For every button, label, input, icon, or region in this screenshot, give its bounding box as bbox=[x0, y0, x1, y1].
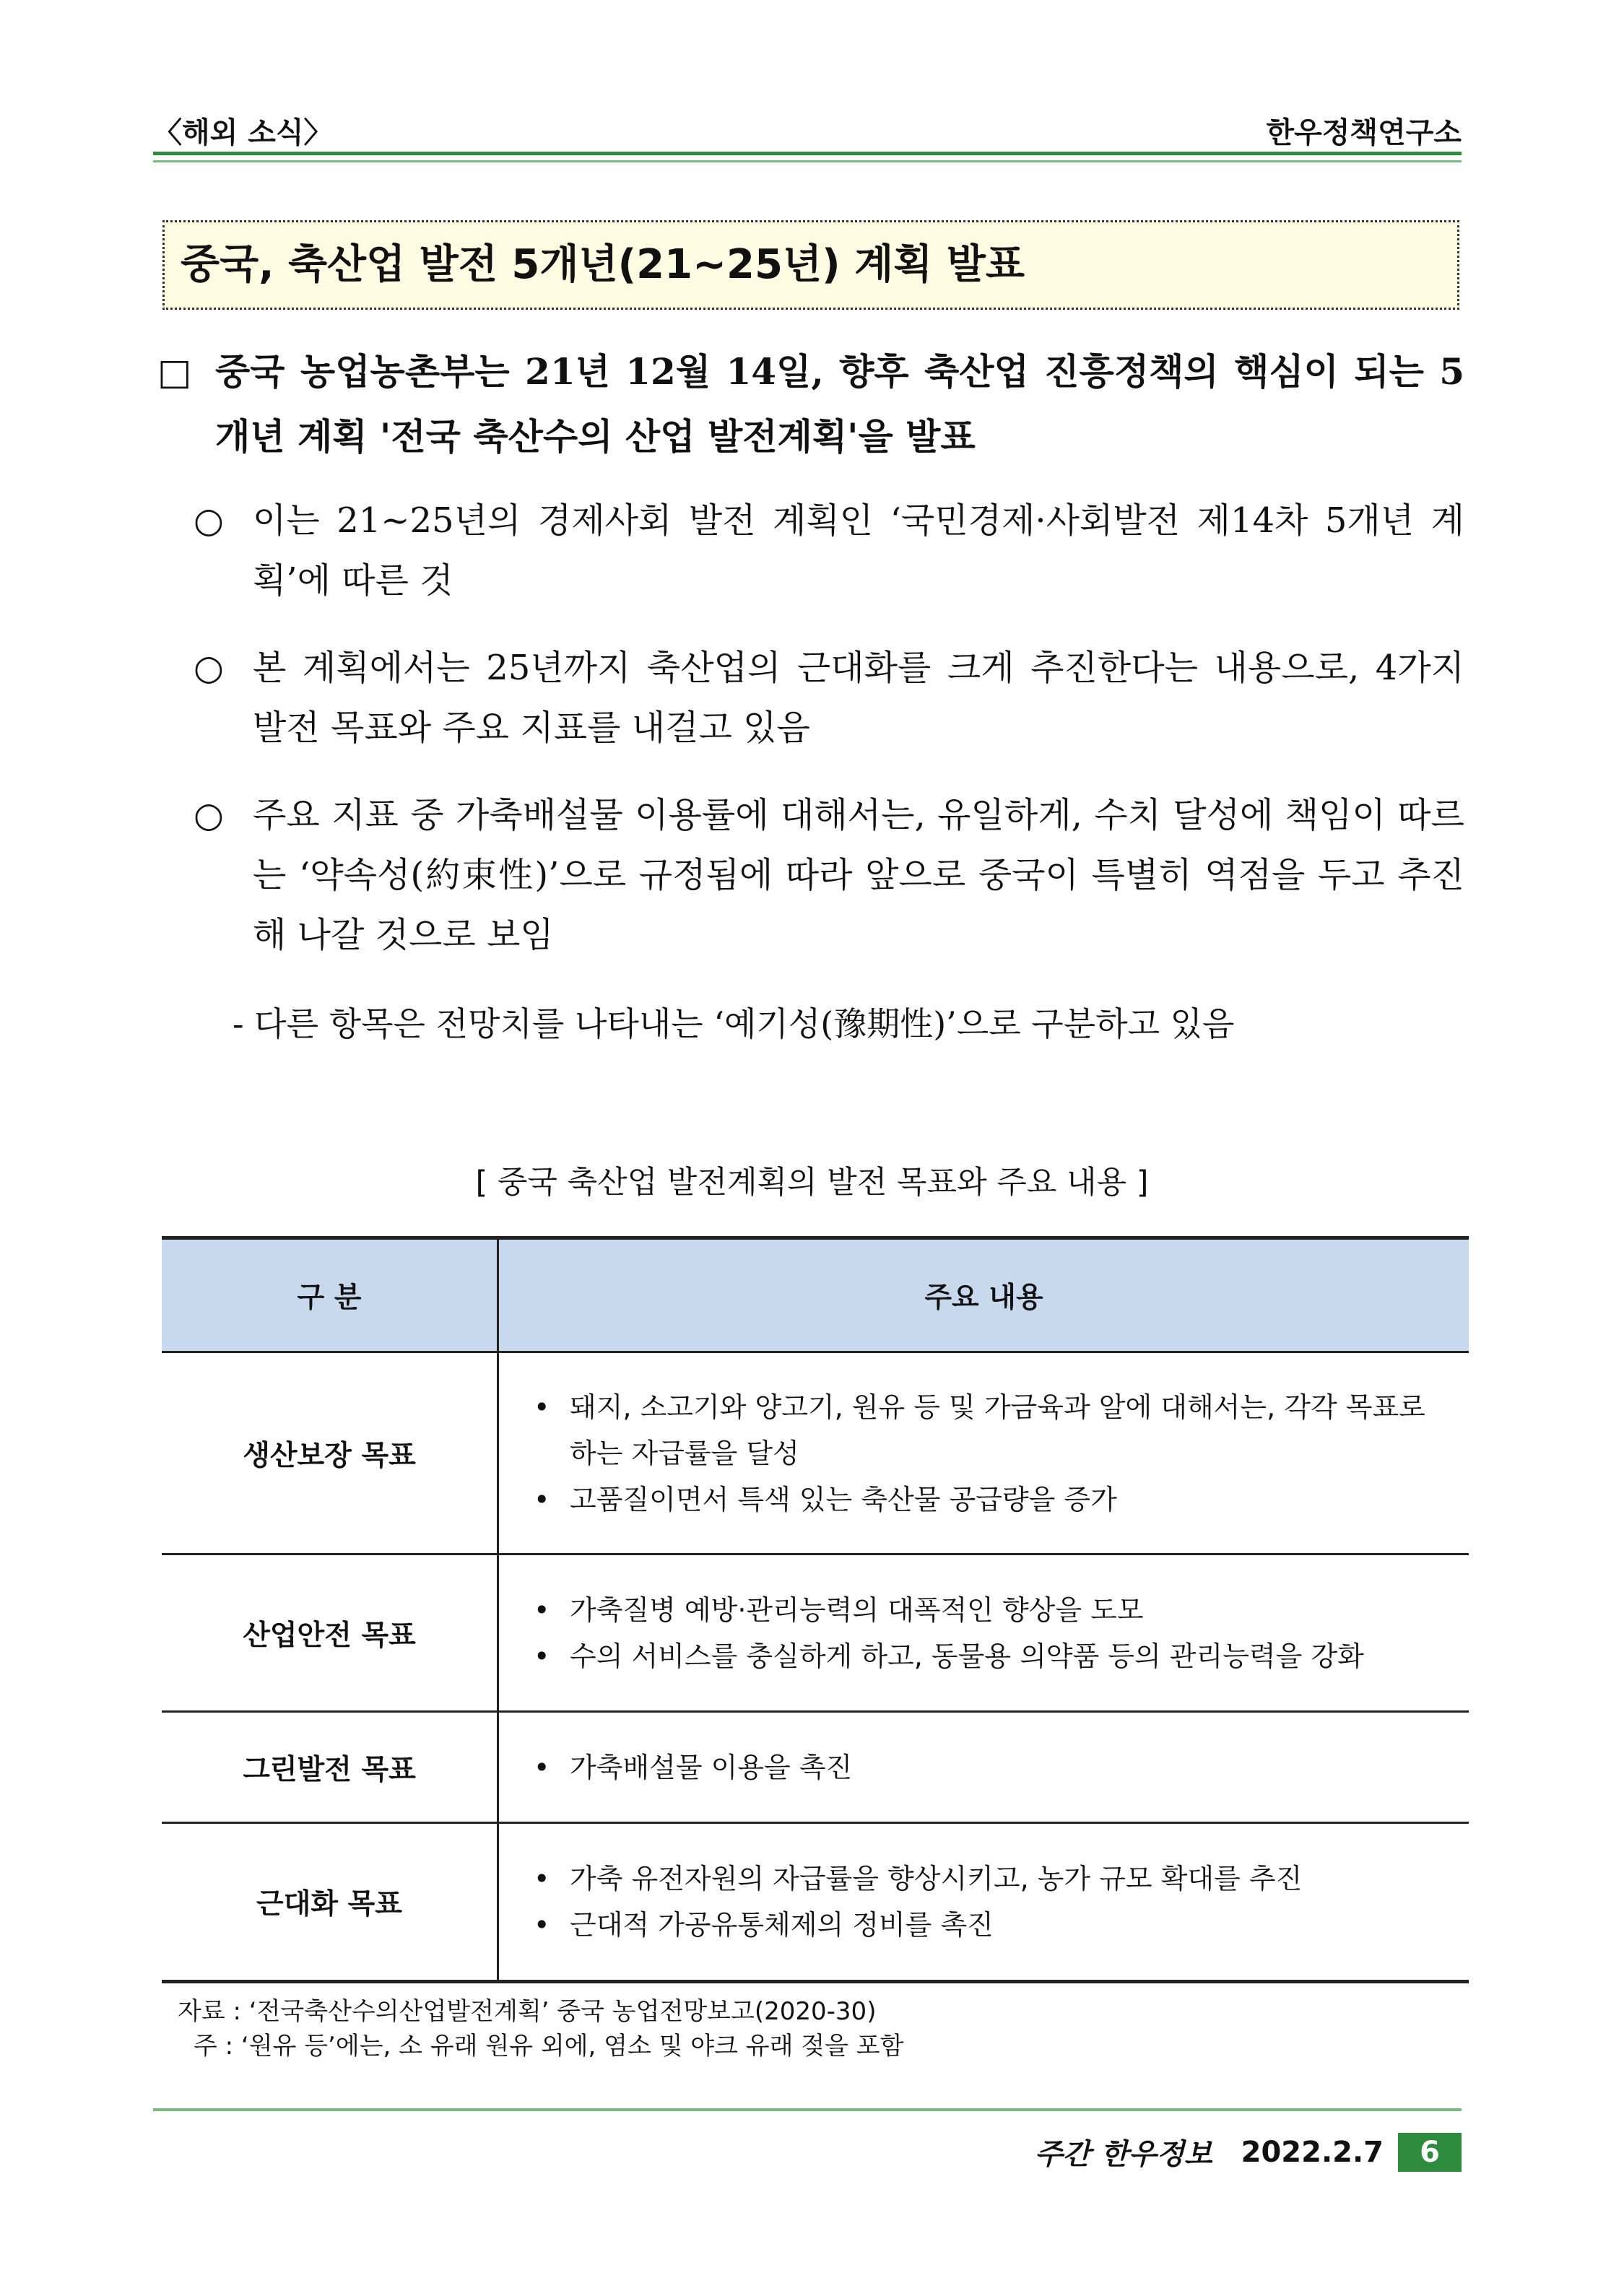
bullet-icon: • bbox=[534, 1909, 550, 1941]
goal-name: 생산보장 목표 bbox=[162, 1352, 498, 1554]
circle-bullet-icon: ○ bbox=[194, 795, 224, 835]
circle-bullet-icon: ○ bbox=[194, 648, 224, 688]
square-bullet-icon: □ bbox=[157, 350, 192, 393]
circle-bullet-icon: ○ bbox=[194, 500, 224, 541]
table-row bbox=[162, 1352, 1469, 1554]
list-item: • 근대적 가공유통체제의 정비를 촉진 bbox=[534, 1902, 1447, 1948]
bullet-icon: • bbox=[534, 1863, 550, 1895]
source-note: 자료 : ‘전국축산수의산업발전계획’ 중국 농업전망보고(2020-30) bbox=[178, 1997, 877, 2026]
sub-point bbox=[194, 638, 1464, 758]
bullet-icon: • bbox=[534, 1640, 550, 1672]
header-rule-thin bbox=[153, 160, 1462, 162]
main-point-text: 중국 농업농촌부는 21년 12월 14일, 향후 축산업 진흥정책의 핵심이 되는 5개년 계획 '전국 축산수의 산업 발전계획'을 발표 bbox=[215, 350, 1464, 458]
issue-date: 2022.2.7 bbox=[1241, 2135, 1384, 2169]
sub-point-text: 본 계획에서는 25년까지 축산업의 근대화를 크게 추진한다는 내용으로, 4가지 발전 목표와 주요 지표를 내걸고 있음 bbox=[253, 648, 1464, 748]
goal-content bbox=[498, 1823, 1469, 1982]
table-row bbox=[162, 1554, 1469, 1712]
article-title: 중국, 축산업 발전 5개년(21~25년) 계획 발표 bbox=[162, 220, 1459, 310]
bullet-icon: • bbox=[534, 1391, 550, 1423]
sub-point bbox=[194, 786, 1464, 965]
goal-name: 산업안전 목표 bbox=[162, 1554, 498, 1712]
goal-name: 그린발전 목표 bbox=[162, 1712, 498, 1823]
table-row bbox=[162, 1823, 1469, 1982]
sub-point-text: 주요 지표 중 가축배설물 이용률에 대해서는, 유일하게, 수치 달성에 책임이 따르는 ‘약속성(約束性)’으로 규정됨에 따라 앞으로 중국이 특별히 역점을 두고 추진해 나갈 것으로 보임 bbox=[253, 795, 1464, 955]
footnote: 주 : ‘원유 등’에는, 소 유래 원유 외에, 염소 및 야크 유래 젖을 포함 bbox=[194, 2032, 904, 2061]
header-rule bbox=[153, 152, 1462, 155]
list-item: • 돼지, 소고기와 양고기, 원유 등 및 가금육과 알에 대해서는, 각각 목표로 하는 자급률을 달성 bbox=[534, 1384, 1447, 1477]
column-header-content: 주요 내용 bbox=[498, 1238, 1469, 1352]
goal-content bbox=[498, 1352, 1469, 1554]
sub-point bbox=[194, 491, 1464, 611]
page-footer bbox=[1035, 2131, 1462, 2173]
bullet-icon: • bbox=[534, 1483, 550, 1516]
goals-table bbox=[162, 1236, 1469, 1983]
list-item: • 가축 유전자원의 자급률을 향상시키고, 농가 규모 확대를 추진 bbox=[534, 1856, 1447, 1902]
list-item: • 수의 서비스를 충실하게 하고, 동물용 의약품 등의 관리능력을 강화 bbox=[534, 1633, 1447, 1679]
goal-name: 근대화 목표 bbox=[162, 1823, 498, 1982]
goal-content bbox=[498, 1554, 1469, 1712]
bullet-icon: • bbox=[534, 1751, 550, 1783]
main-point bbox=[157, 339, 1464, 469]
publication-name: 주간 한우정보 bbox=[1034, 2138, 1212, 2171]
list-item: • 가축배설물 이용을 촉진 bbox=[534, 1744, 1447, 1791]
bullet-icon: • bbox=[534, 1593, 550, 1626]
organization-name: 한우정책연구소 bbox=[1266, 116, 1462, 149]
column-header-category: 구 분 bbox=[162, 1238, 498, 1352]
page-number: 6 bbox=[1398, 2133, 1462, 2172]
table-header-row bbox=[162, 1238, 1469, 1352]
table-caption: [ 중국 축산업 발전계획의 발전 목표와 주요 내용 ] bbox=[475, 1165, 1149, 1201]
table-row bbox=[162, 1712, 1469, 1823]
footer-rule bbox=[153, 2108, 1462, 2111]
dash-note: - 다른 항목은 전망치를 나타내는 ‘예기성(豫期性)’으로 구분하고 있음 bbox=[233, 1004, 1235, 1043]
sub-point-text: 이는 21~25년의 경제사회 발전 계획인 ‘국민경제·사회발전 제14차 5개년 계획’에 따른 것 bbox=[253, 500, 1464, 601]
list-item: • 가축질병 예방·관리능력의 대폭적인 향상을 도모 bbox=[534, 1587, 1447, 1633]
section-label: 〈해외 소식〉 bbox=[153, 116, 333, 149]
goal-content bbox=[498, 1712, 1469, 1823]
list-item: • 고품질이면서 특색 있는 축산물 공급량을 증가 bbox=[534, 1477, 1447, 1523]
